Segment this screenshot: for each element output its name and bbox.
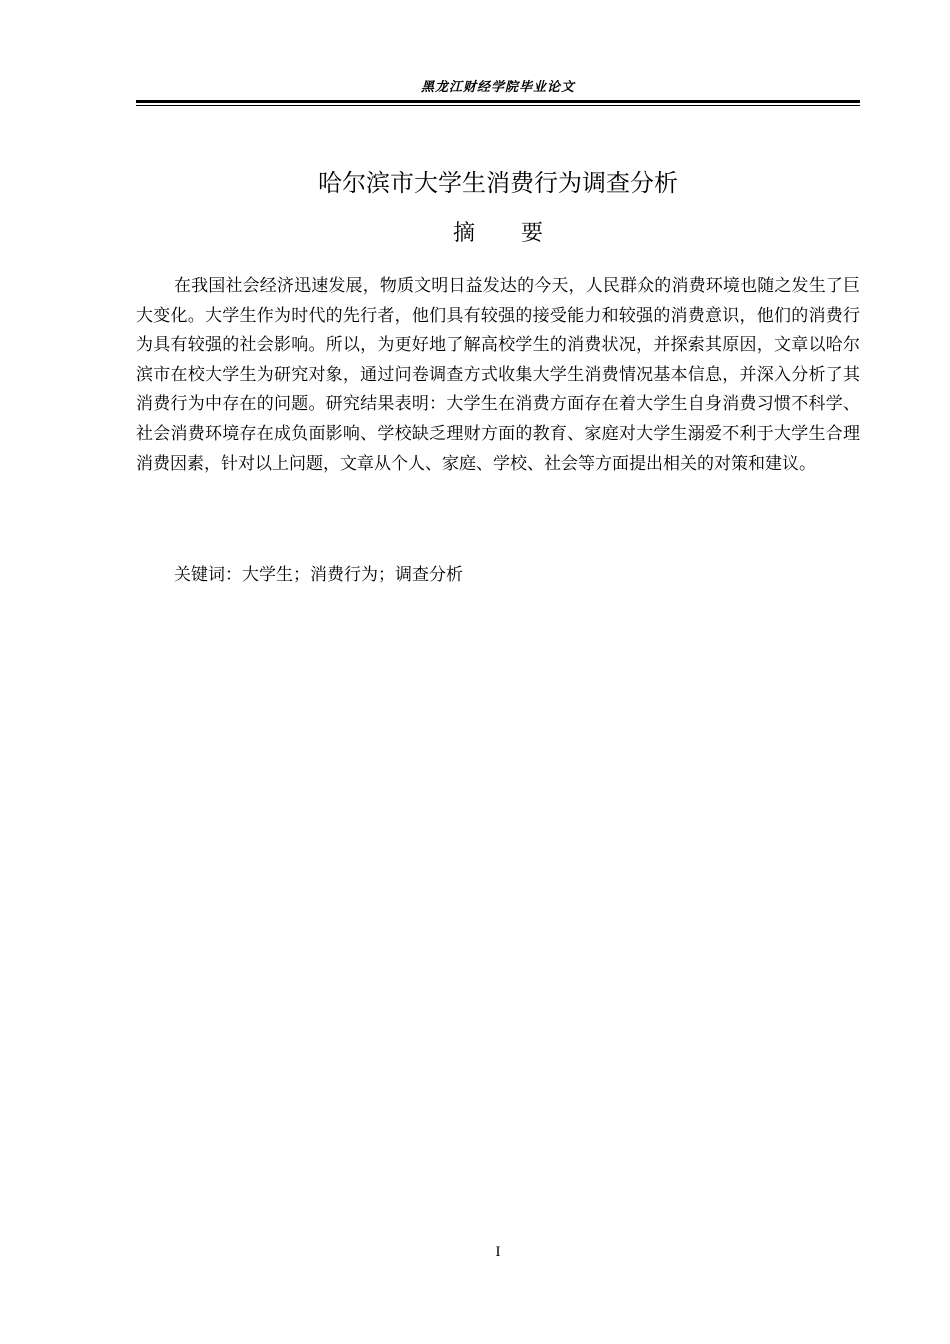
abstract-body: 在我国社会经济迅速发展，物质文明日益发达的今天，人民群众的消费环境也随之发生了巨大变化。大学生作为时代的先行者，他们具有较强的接受能力和较强的消费意识，他们的消费行为具有较强的社会影响。所以，为更好地了解高校学生的消费状况，并探索其原因，文章以哈尔滨市在校大学生为研究对象，通过问卷调查方式收集大学生消费情况基本信息，并深入分析了其消费行为中存在的问题。研究结果表明：大学生在消费方面存在着大学生自身消费习惯不科学、社会消费环境存在成负面影响、学校缺乏理财方面的教育、家庭对大学生溺爱不利于大学生合理消费因素，针对以上问题，文章从个人、家庭、学校、社会等方面提出相关的对策和建议。	[136, 276, 860, 474]
thesis-title: 哈尔滨市大学生消费行为调查分析	[318, 169, 678, 197]
keywords-label: 关键词：	[174, 565, 242, 585]
keywords-value: 大学生；消费行为；调查分析	[242, 565, 463, 585]
header-rule-thin	[136, 105, 860, 106]
keywords-line	[174, 561, 860, 589]
header-rule-thick	[136, 100, 860, 103]
running-header: 黑龙江财经学院毕业论文	[420, 80, 575, 95]
page-number: I	[495, 1244, 501, 1260]
abstract-heading: 摘要	[452, 221, 589, 246]
